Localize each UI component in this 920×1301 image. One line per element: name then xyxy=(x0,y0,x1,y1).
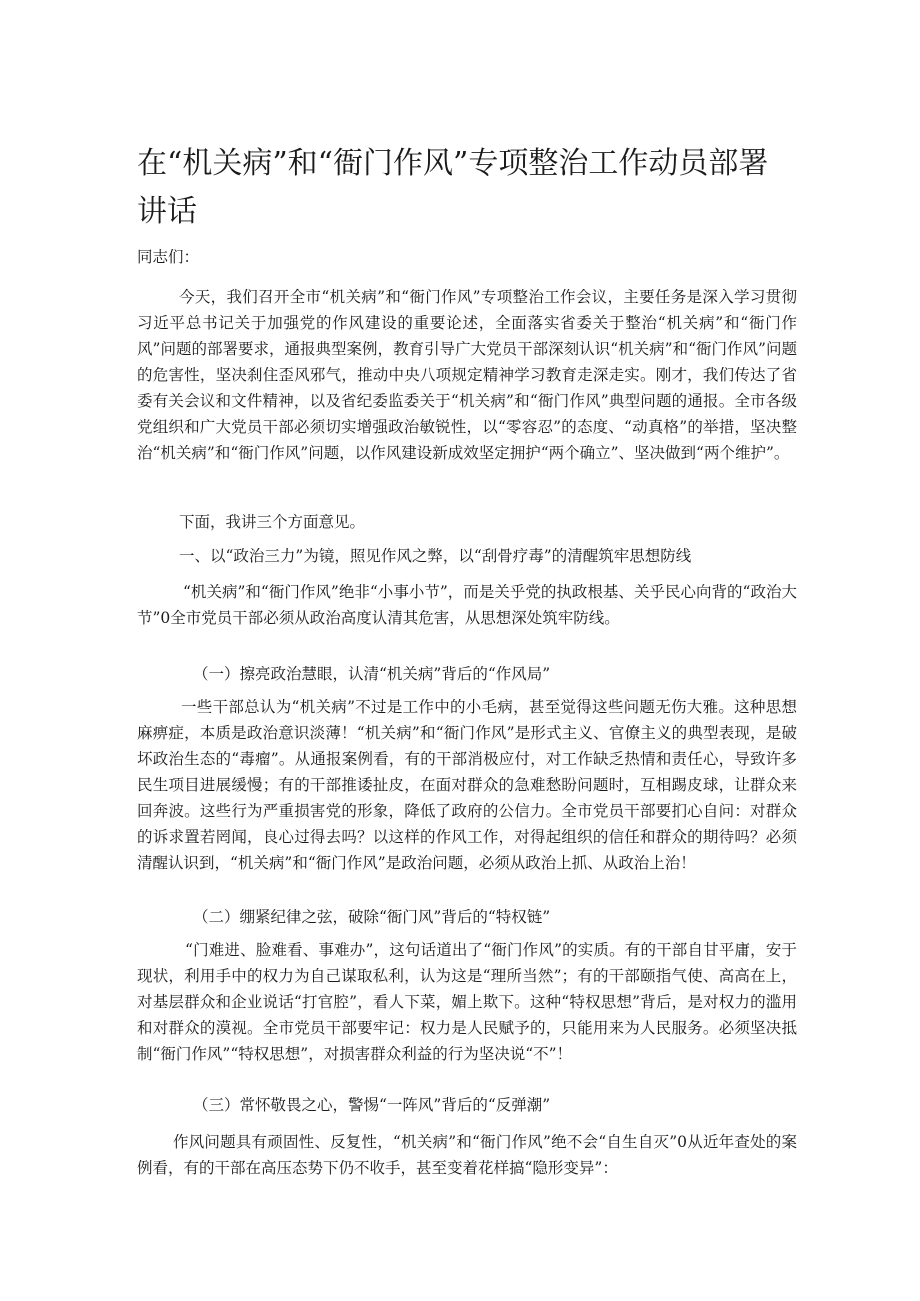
salutation: 同志们： xyxy=(137,248,200,266)
document-title: 在“机关病”和“衙门作风”专项整治工作动员部署讲话 xyxy=(137,146,769,229)
subsection-heading-3: （三）常怀敬畏之心，警惕“一阵风”背后的“反弹潮” xyxy=(193,1096,551,1114)
paragraph-opening: 今天，我们召开全市“机关病”和“衙门作风”专项整治工作会议，主要任务是深入学习贯彻习近平总书记关于加强党的作风建设的重要论述，全面落实省委关于整治“机关病”和“衙门作风”问题的部署要求，通报典型案例，教育引导广大党员干部深刻认识“机关病”和“衙门作风”问题的危害性，坚决刹住歪风邪气，推动中央八项规定精神学习教育走深走实。刚才，我们传达了省委有关会议和文件精神，以及省纪委监委关于“机关病”和“衙门作风”典型问题的通报。全市各级党组织和广大党员干部必须切实增强政治敏锐性，以“零容忍”的态度、“动真格”的举措，坚决整治“机关病”和“衙门作风”问题，以作风建设新成效坚定拥护“两个确立”、坚决做到“两个维护”。 xyxy=(137,288,797,462)
paragraph-subsection-1: 一些干部总认为“机关病”不过是工作中的小毛病，甚至觉得这些问题无伤大雅。这种思想麻痹症，本质是政治意识淡薄！“机关病”和“衙门作风”是形式主义、官僚主义的典型表现，是破坏政治生态的“毒瘤”。从通报案例看，有的干部消极应付，对工作缺乏热情和责任心，导致许多民生项目进展缓慢；有的干部推诿扯皮，在面对群众的急难愁盼问题时，互相踢皮球，让群众来回奔波。这些行为严重损害党的形象，降低了政府的公信力。全市党员干部要扪心自问：对群众的诉求置若罔闻，良心过得去吗？以这样的作风工作，对得起组织的信任和群众的期待吗？必须清醒认识到，“机关病”和“衙门作风”是政治问题，必须从政治上抓、从政治上治！ xyxy=(137,698,797,872)
paragraph-section-1-intro: “机关病”和“衙门作风”绝非“小事小节”，而是关乎党的执政根基、关乎民心向背的“政治大节”0全市党员干部必须从政治高度认清其危害，从思想深处筑牢防线。 xyxy=(137,583,797,627)
section-heading-1: 一、以“政治三力”为镜，照见作风之弊，以“刮骨疗毒”的清醒筑牢思想防线 xyxy=(179,547,692,565)
paragraph-outline: 下面，我讲三个方面意见。 xyxy=(179,513,366,531)
paragraph-subsection-3: 作风问题具有顽固性、反复性，“机关病”和“衙门作风”绝不会“自生自灭”0从近年查处的案例看，有的干部在高压态势下仍不收手，甚至变着花样搞“隐形变异”： xyxy=(137,1133,797,1177)
subsection-heading-1: （一）擦亮政治慧眼，认清“机关病”背后的“作风局” xyxy=(193,665,551,683)
paragraph-subsection-2: “门难进、脸难看、事难办”，这句话道出了“衙门作风”的实质。有的干部自甘平庸，安于现状，利用手中的权力为自己谋取私利，认为这是“理所当然”；有的干部颐指气使、高高在上，对基层群众和企业说话“打官腔”，看人下菜，媚上欺下。这种“特权思想”背后，是对权力的滥用和对群众的漠视。全市党员干部要牢记：权力是人民赋予的，只能用来为人民服务。必须坚决抵制“衙门作风”“特权思想”，对损害群众利益的行为坚决说“不”！ xyxy=(137,941,797,1063)
subsection-heading-2: （二）绷紧纪律之弦，破除“衙门风”背后的“特权链” xyxy=(193,908,551,926)
